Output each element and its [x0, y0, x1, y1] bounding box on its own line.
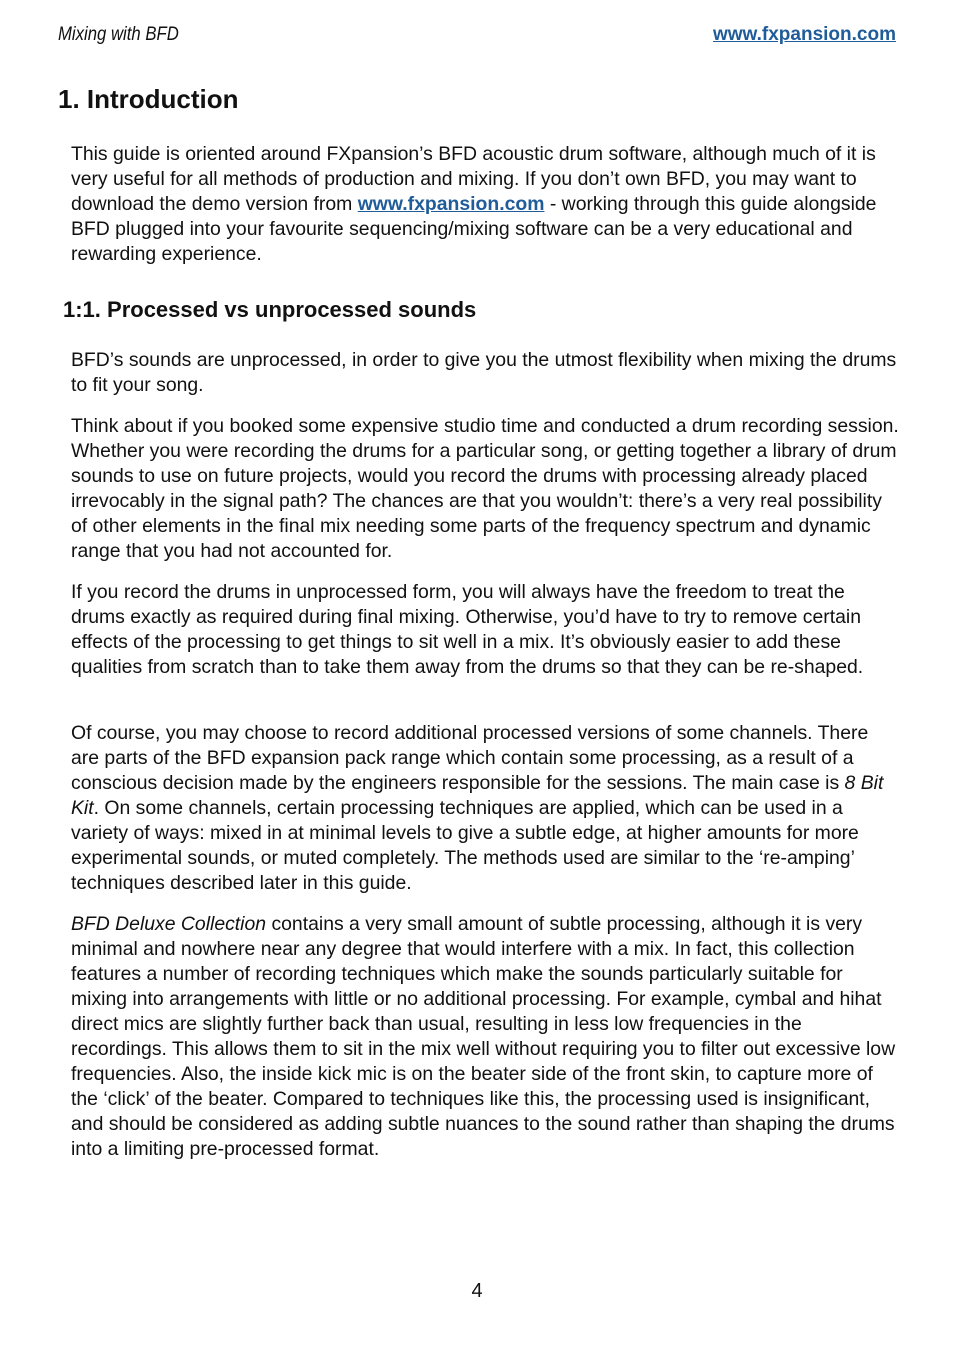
paragraph-1: BFD’s sounds are unprocessed, in order to give you the utmost flexibility when mixing the drums to fit your song.: [71, 349, 897, 396]
paragraph-3: If you record the drums in unprocessed form, you will always have the freedom to treat the drums exactly as required during final mixing. Otherwise, you’d have to try to remove certain effects of the processing to get things to sit well in a mix. It’s obviously easier to add these qualities from scratch than to take them away from the drums so that they can be re-shaped.: [71, 581, 864, 678]
section-title: 1. Introduction: [58, 84, 239, 114]
paragraph-4-text-after: . On some channels, certain processing techniques are applied, which can be used in a variety of ways: mixed in at minimal levels to give a subtle edge, at higher amounts for more experimental sounds, or muted completely. The methods used are similar to the ‘re-amping’ techniques described later in this guide.: [71, 797, 859, 894]
page-number: 4: [471, 1280, 483, 1302]
header-website-link[interactable]: www.fxpansion.com: [713, 24, 896, 45]
paragraph-5: [71, 912, 901, 1162]
paragraph-4: [71, 721, 901, 896]
paragraph-5-text-after: contains a very small amount of subtle processing, although it is very minimal and nowhere near any degree that would interfere with a mix. In fact, this collection features a number of recording techniques which make the sounds particularly suitable for mixing into arrangements with little or no additional processing. For example, cymbal and hihat direct mics are slightly further back than usual, resulting in less low frequencies in the recordings. This allows them to sit in the mix well without requiring you to filter out excessive low frequencies. Also, the inside kick mic is on the beater side of the front skin, to capture more of the ‘click’ of the beater. Compared to techniques like this, the processing used is insignificant, and should be considered as adding subtle nuances to the sound rather than shaping the drums into a limiting pre-processed format.: [71, 913, 896, 1160]
paragraph-4-product-name: 8 Bit Kit: [71, 772, 884, 819]
subsection-title: 1:1. Processed vs unprocessed sounds: [63, 297, 477, 322]
paragraph-5-product-name: BFD Deluxe Collection: [71, 913, 267, 935]
intro-text-before-link: This guide is oriented around FXpansion’s BFD acoustic drum software, although much of it is very useful for all methods of production and mixing. If you don’t own BFD, you may want to download the demo version from: [71, 143, 876, 215]
intro-text-after-link: - working through this guide alongside BFD plugged into your favourite sequencing/mixing software can be a very educational and rewarding experience.: [71, 193, 877, 265]
paragraph-4-text-before: Of course, you may choose to record additional processed versions of some channels. There are parts of the BFD expansion pack range which contain some processing, as a result of a conscious decision made by the engineers responsible for the sessions. The main case is: [71, 722, 869, 794]
running-title: Mixing with BFD: [58, 24, 179, 45]
intro-paragraph: [71, 142, 901, 267]
intro-website-link[interactable]: www.fxpansion.com: [357, 193, 545, 215]
paragraph-2: Think about if you booked some expensive studio time and conducted a drum recording session. Whether you were recording the drums for a particular song, or getting together a library of drum sounds to use on future projects, would you record the drums with processing already placed irrevocably in the signal path? The chances are that you wouldn’t: there’s a very real possibility of other elements in the final mix needing some parts of the frequency spectrum and dynamic range that you had not accounted for.: [71, 415, 899, 562]
